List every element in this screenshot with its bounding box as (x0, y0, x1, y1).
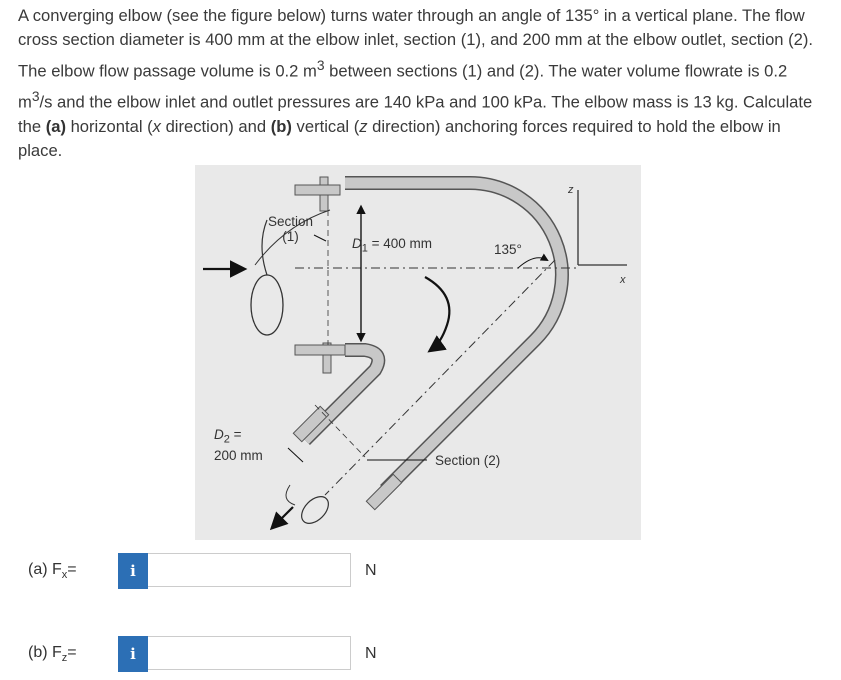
section2-label: Section (2) (435, 453, 501, 468)
info-button-b[interactable]: i (118, 636, 148, 672)
angle-arc (518, 258, 547, 268)
answer-input-a[interactable] (148, 553, 351, 587)
d2-label: $D_2$ = 200 mm (214, 427, 263, 463)
inlet-ellipse (251, 275, 283, 335)
outlet-flow-arrow (273, 507, 293, 527)
angle-label: 135° (494, 242, 522, 257)
part-b-marker: (b) (270, 116, 292, 136)
outlet-flange-lower (366, 474, 401, 509)
answer-input-b[interactable] (148, 636, 351, 670)
answer-row-a (0, 553, 841, 589)
axis-x-label: x (620, 274, 626, 286)
answer-row-b (0, 636, 841, 672)
problem-statement: A converging elbow (see the figure below) turns water through an angle of 135° in a vertical plane. The flow cross section diameter is 400 mm at the elbow inlet, section (1), and 200 mm at the elbow outlet, section (2). The elbow flow passage volume is 0.2 $m^3$ between sections (1) and (2). The water volume flowrate is 0.2 $m^3/s$ and the elbow inlet and outlet pressures are 140 kPa and 100 kPa. The elbow mass is 13 kg. Calculate the (a) horizontal (x direction) and (b) vertical (z direction) anchoring forces required to hold the elbow in place. (18, 6, 814, 161)
outlet-ellipse (297, 492, 334, 529)
axis-z-label: z (568, 184, 574, 196)
elbow-figure (195, 165, 641, 540)
section1-label: Section (1) (268, 214, 314, 244)
turning-flow-arrow (425, 277, 449, 350)
d1-label: $D_1 = 400$ mm (352, 236, 433, 255)
info-button-a[interactable]: i (118, 553, 148, 589)
part-a-marker: (a) (45, 116, 66, 136)
answer-b-unit: N (365, 645, 377, 662)
elbow-pipe-outer (345, 183, 562, 490)
elbow-drawing (195, 165, 641, 540)
answer-a-unit: N (365, 562, 377, 579)
answer-a-label: (a) $F_x=$ (28, 561, 77, 582)
answer-b-label: (b) $F_z=$ (28, 644, 77, 665)
